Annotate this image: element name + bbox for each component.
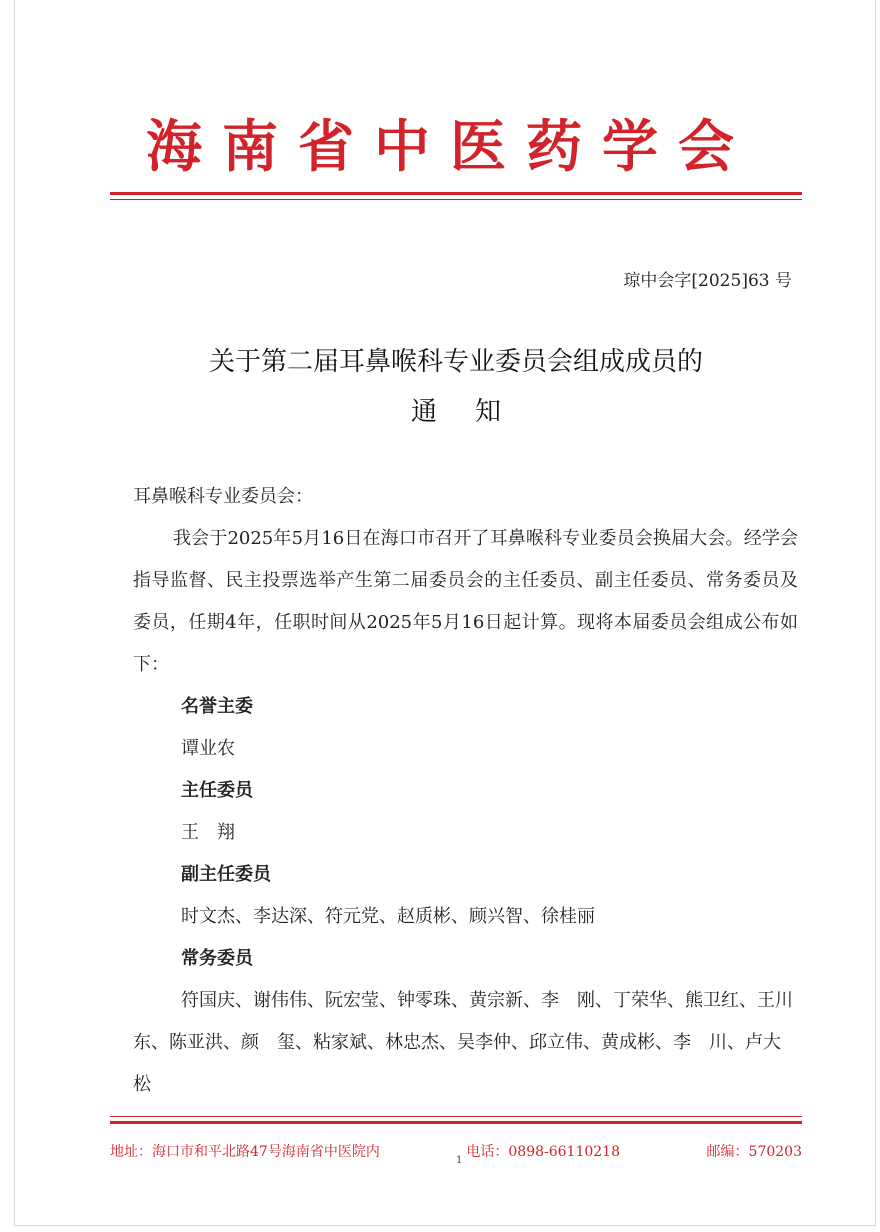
section-names-honorary: 谭业农 <box>181 738 235 759</box>
page-number: 1 <box>456 1155 463 1166</box>
salutation: 耳鼻喉科专业委员会： <box>133 486 313 507</box>
document-body <box>133 476 798 1106</box>
section-heading-honorary: 名誉主委 <box>181 696 253 717</box>
section-heading-vice-chair: 副主任委员 <box>181 864 271 885</box>
intro-paragraph: 我会于2025年5月16日在海口市召开了耳鼻喉科专业委员会换届大会。经学会指导监督、民主投票选举产生第二届委员会的主任委员、副主任委员、常务委员及委员，任期4年，任职时间从2025年5月16日起计算。现将本届委员会组成公布如下： <box>133 528 798 675</box>
document-number: 琼中会字[2025]63 号 <box>623 271 792 291</box>
notice-title-line1: 关于第二届耳鼻喉科专业委员会组成成员的 <box>208 347 703 377</box>
section-names-vice-chair: 时文杰、李达深、符元党、赵质彬、顾兴智、徐桂丽 <box>181 906 595 927</box>
footer-rule-thin <box>110 1116 802 1117</box>
section-heading-chair: 主任委员 <box>181 780 253 801</box>
letterhead-rule-thin <box>110 199 802 200</box>
section-names-chair: 王 翔 <box>181 822 235 843</box>
section-heading-standing: 常务委员 <box>181 948 253 969</box>
notice-title-line2: 通知 <box>410 397 539 427</box>
footer-address: 地址：海口市和平北路47号海南省中医院内 <box>110 1144 380 1160</box>
section-names-standing: 符国庆、谢伟伟、阮宏莹、钟零珠、黄宗新、李 刚、丁荣华、熊卫红、王川东、陈亚洪、颜 玺、粘家斌、林忠杰、吴李仲、邱立伟、黄成彬、李 川、卢大松 <box>133 990 793 1095</box>
footer-postcode: 邮编：570203 <box>706 1144 802 1160</box>
letterhead-rule-thick <box>110 192 802 195</box>
footer-phone: 电话：0898-66110218 <box>466 1144 620 1160</box>
footer-rule-thick <box>110 1121 802 1124</box>
letterhead-title: 海南省中医药学会 <box>146 114 754 180</box>
notice-title <box>110 337 802 437</box>
